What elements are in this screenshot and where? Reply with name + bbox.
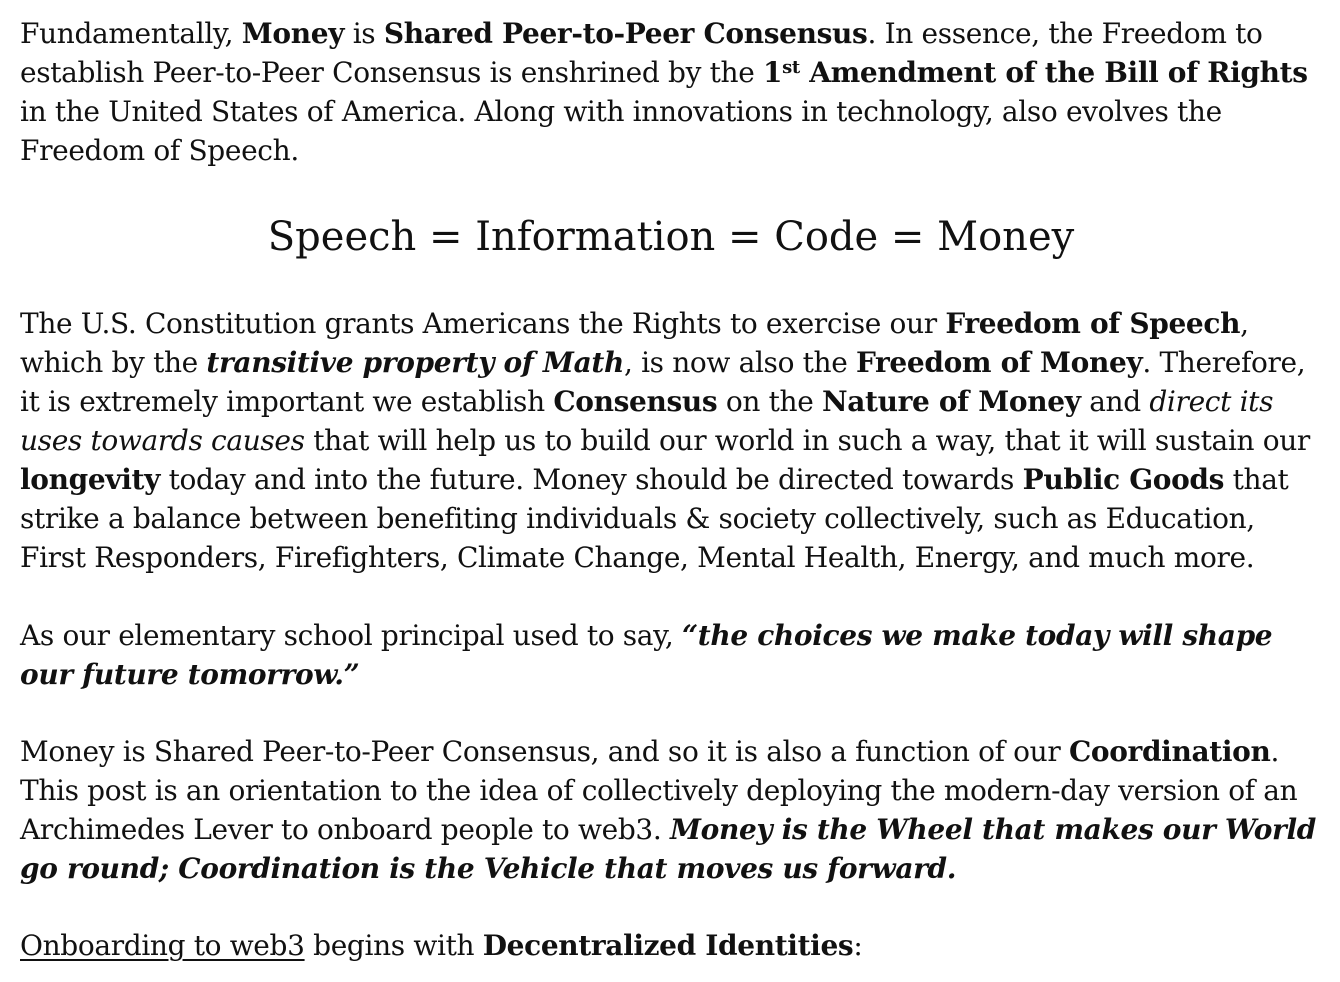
amendment-text: Amendment of the Bill of Rights xyxy=(799,56,1308,89)
text-run: . Therefore, it is extremely important we establish xyxy=(20,346,1306,418)
bold-text: Money xyxy=(241,17,345,50)
text-run: in the United States of America. Along with innovations in technology, also evolves the Freedom of Speech. xyxy=(20,95,1222,167)
bold-text: Nature of Money xyxy=(821,385,1081,418)
bold-text: Freedom of Speech xyxy=(945,307,1241,340)
bold-amendment xyxy=(763,56,1308,89)
text-run: , which by the xyxy=(20,307,1249,379)
ordinal-number: 1 xyxy=(762,56,783,89)
text-run: and xyxy=(1080,385,1150,418)
coordination-paragraph xyxy=(20,732,1322,888)
ordinal-suffix: st xyxy=(782,57,800,78)
text-run: , is now also the xyxy=(623,346,856,379)
text-run: : xyxy=(853,929,863,962)
text-run: . In essence, the Freedom to establish Peer-to-Peer Consensus is enshrined by the xyxy=(20,17,1263,89)
bold-text: Shared Peer-to-Peer Consensus xyxy=(383,17,868,50)
text-run: today and into the future. Money should be directed towards xyxy=(160,463,1023,496)
text-run: The U.S. Constitution grants Americans the Rights to exercise our xyxy=(20,307,946,340)
bold-text: Public Goods xyxy=(1022,463,1225,496)
bold-italic-text: Money is the Wheel that makes our World go round; Coordination is the Vehicle that moves us forward. xyxy=(20,813,1316,885)
principal-quote: “the choices we make today will shape our future tomorrow.” xyxy=(20,619,1273,691)
constitution-paragraph xyxy=(20,304,1322,577)
text-run: on the xyxy=(717,385,822,418)
onboarding-paragraph xyxy=(20,926,1322,965)
equation-heading: Speech = Information = Code = Money xyxy=(267,214,1075,260)
text-run: is xyxy=(344,17,384,50)
quote-paragraph xyxy=(20,616,1322,694)
bold-text: Decentralized Identities xyxy=(482,929,854,962)
bold-text: Coordination xyxy=(1068,735,1271,768)
text-run: Fundamentally, xyxy=(20,17,242,50)
text-run: that will help us to build our world in such a way, that it will sustain our xyxy=(304,424,1310,457)
text-run: begins with xyxy=(304,929,483,962)
bold-italic-text: transitive property of Math xyxy=(206,346,624,379)
bold-text: Consensus xyxy=(553,385,718,418)
intro-paragraph xyxy=(20,14,1322,170)
italic-text: direct its uses towards causes xyxy=(20,385,1274,457)
bold-text: longevity xyxy=(20,463,161,496)
text-run: that strike a balance between benefiting individuals & society collectively, such as Education, First Responders, Firefighters, Climate Change, Mental Health, Energy, and much more. xyxy=(20,463,1289,574)
text-run: . This post is an orientation to the idea of collectively deploying the modern-day version of an Archimedes Lever to onboard people to web3. xyxy=(20,735,1298,846)
bold-text: Freedom of Money xyxy=(855,346,1143,379)
text-run: As our elementary school principal used to say, xyxy=(20,619,682,652)
onboarding-link[interactable]: Onboarding to web3 xyxy=(20,929,305,962)
text-run: Money is Shared Peer-to-Peer Consensus, and so it is also a function of our xyxy=(20,735,1069,768)
